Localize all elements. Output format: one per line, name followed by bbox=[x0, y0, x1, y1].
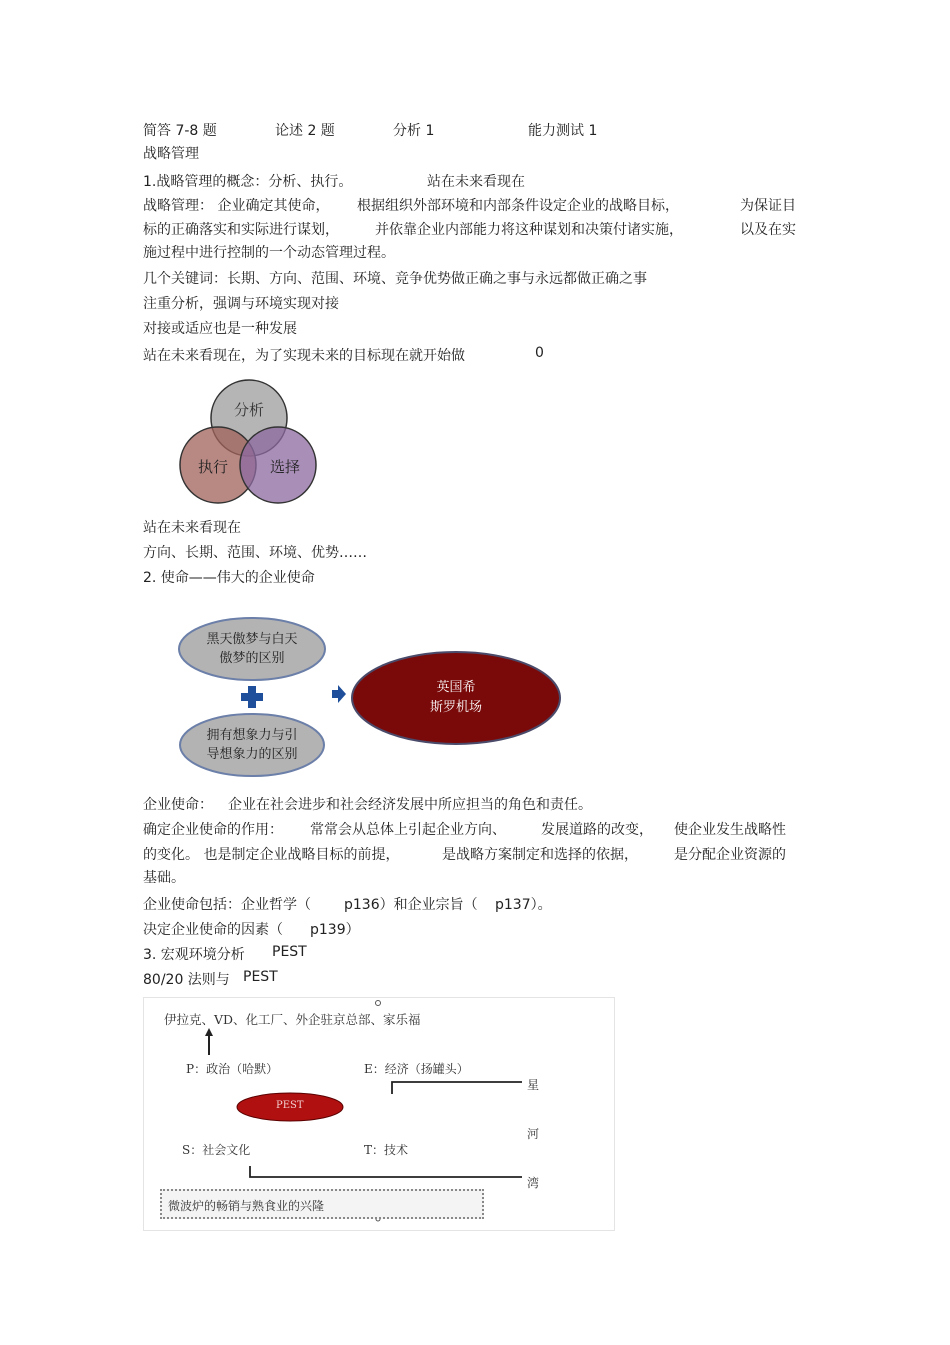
mission-role2-c: 是分配企业资源的 bbox=[674, 847, 786, 863]
concept-heading-tail: 站在未来看现在 bbox=[427, 174, 525, 190]
mission-heading: 2. 使命——伟大的企业使命 bbox=[143, 570, 315, 586]
pest-sub-a: 80/20 法则与 bbox=[143, 972, 230, 988]
mission-ellipse-dream bbox=[179, 618, 325, 680]
definition-line1-b: 根据组织外部环境和内部条件设定企业的战略目标， bbox=[357, 198, 679, 214]
venn-label-analysis: 分析 bbox=[233, 401, 265, 419]
mission-ellipse-dream-l1: 黑天傲梦与白天 bbox=[206, 632, 298, 647]
pest-bottom-box bbox=[160, 1189, 484, 1219]
mission-factor-a: 决定企业使命的因素（ bbox=[143, 922, 283, 938]
mission-role-b: 常常会从总体上引起企业方向、 bbox=[310, 822, 506, 838]
mission-ellipse-imagination bbox=[180, 714, 324, 776]
section-title: 战略管理 bbox=[143, 146, 199, 162]
keywords-line: 几个关键词：长期、方向、范围、环境、竞争优势做正确之事与永远都做正确之事 bbox=[143, 271, 647, 287]
venn-label-execution: 执行 bbox=[197, 458, 229, 476]
mission-diagram bbox=[175, 612, 570, 784]
pest-heading-b: PEST bbox=[272, 944, 307, 960]
pest-side-char-2: 河 bbox=[527, 1127, 540, 1141]
venn-label-choice: 选择 bbox=[269, 458, 301, 476]
pest-heading-a: 3. 宏观环境分析 bbox=[143, 947, 245, 963]
mission-role2-a: 的变化。 也是制定企业战略目标的前提， bbox=[143, 847, 400, 863]
pest-side-char-1: 星 bbox=[527, 1078, 540, 1092]
pest-center-label: PEST bbox=[276, 1100, 304, 1111]
mission-result-ellipse bbox=[352, 652, 560, 744]
pest-economy-connector bbox=[392, 1082, 522, 1094]
pest-figure bbox=[143, 997, 615, 1231]
mission-result-l1: 英国希 bbox=[436, 680, 476, 695]
pest-top-text: 伊拉克、VD、化工厂、外企驻京总部、家乐福 bbox=[164, 1012, 421, 1027]
pest-economic: E：经济（扬罐头） bbox=[364, 1062, 469, 1076]
pest-sub-b: PEST bbox=[243, 969, 278, 985]
mission-def-text: 企业在社会进步和社会经济发展中所应担当的角色和责任。 bbox=[228, 797, 592, 813]
adapt-line: 对接或适应也是一种发展 bbox=[143, 321, 297, 337]
focus-line: 注重分析，强调与环境实现对接 bbox=[143, 296, 339, 312]
after-venn-line2: 方向、长期、范围、环境、优势…… bbox=[143, 545, 367, 561]
definition-line1-a: 战略管理： 企业确定其使命， bbox=[143, 198, 330, 214]
mission-ellipse-imagination-l1: 拥有想象力与引 bbox=[206, 728, 298, 743]
definition-line2-c: 以及在实 bbox=[740, 222, 796, 238]
mission-result-l2: 斯罗机场 bbox=[429, 700, 483, 715]
arrow-up-icon bbox=[205, 1028, 213, 1036]
future-line: 站在未来看现在，为了实现未来的目标现在就开始做 bbox=[143, 348, 465, 364]
mission-factor-b: p139） bbox=[310, 922, 360, 938]
pest-political: P：政治（哈默） bbox=[186, 1062, 279, 1076]
pest-side-char-3: 湾 bbox=[527, 1176, 540, 1190]
mission-role-c: 发展道路的改变， bbox=[541, 822, 653, 838]
pest-social-connector bbox=[250, 1166, 522, 1177]
arrow-right-icon bbox=[332, 685, 346, 703]
definition-line1-c: 为保证目 bbox=[740, 198, 796, 214]
exam-type-analysis: 分析 1 bbox=[393, 123, 435, 139]
exam-type-short-answer: 简答 7-8 题 bbox=[143, 123, 217, 139]
mission-role2-b: 是战略方案制定和选择的依据， bbox=[442, 847, 638, 863]
pest-bottom-text: 微波炉的畅销与熟食业的兴隆 bbox=[168, 1199, 325, 1213]
exam-type-ability-test: 能力测试 1 bbox=[528, 123, 598, 139]
mission-role-a: 确定企业使命的作用： bbox=[143, 822, 283, 838]
plus-icon bbox=[241, 686, 263, 708]
pest-technology: T：技术 bbox=[364, 1143, 409, 1157]
mission-role-d: 使企业发生战略性 bbox=[674, 822, 786, 838]
mission-include-a: 企业使命包括：企业哲学（ bbox=[143, 897, 311, 913]
concept-heading: 1.战略管理的概念：分析、执行。 bbox=[143, 174, 353, 190]
strategy-venn-diagram bbox=[175, 375, 325, 510]
pest-social: S：社会文化 bbox=[182, 1143, 251, 1157]
mission-role3: 基础。 bbox=[143, 870, 185, 886]
mission-def-label: 企业使命： bbox=[143, 797, 213, 813]
exam-type-essay: 论述 2 题 bbox=[275, 123, 335, 139]
definition-line3: 施过程中进行控制的一个动态管理过程。 bbox=[143, 245, 395, 261]
mission-include-c: p137）。 bbox=[495, 897, 552, 913]
definition-line2-b: 并依靠企业内部能力将这种谋划和决策付诸实施， bbox=[375, 222, 683, 238]
pest-top-dot bbox=[376, 1001, 381, 1006]
mission-include-b: p136）和企业宗旨（ bbox=[344, 897, 478, 913]
definition-line2-a: 标的正确落实和实际进行谋划， bbox=[143, 222, 339, 238]
future-line-tail: 0 bbox=[535, 345, 544, 361]
mission-ellipse-dream-l2: 傲梦的区别 bbox=[219, 651, 285, 666]
after-venn-line1: 站在未来看现在 bbox=[143, 520, 241, 536]
mission-ellipse-imagination-l2: 导想象力的区别 bbox=[206, 747, 298, 762]
